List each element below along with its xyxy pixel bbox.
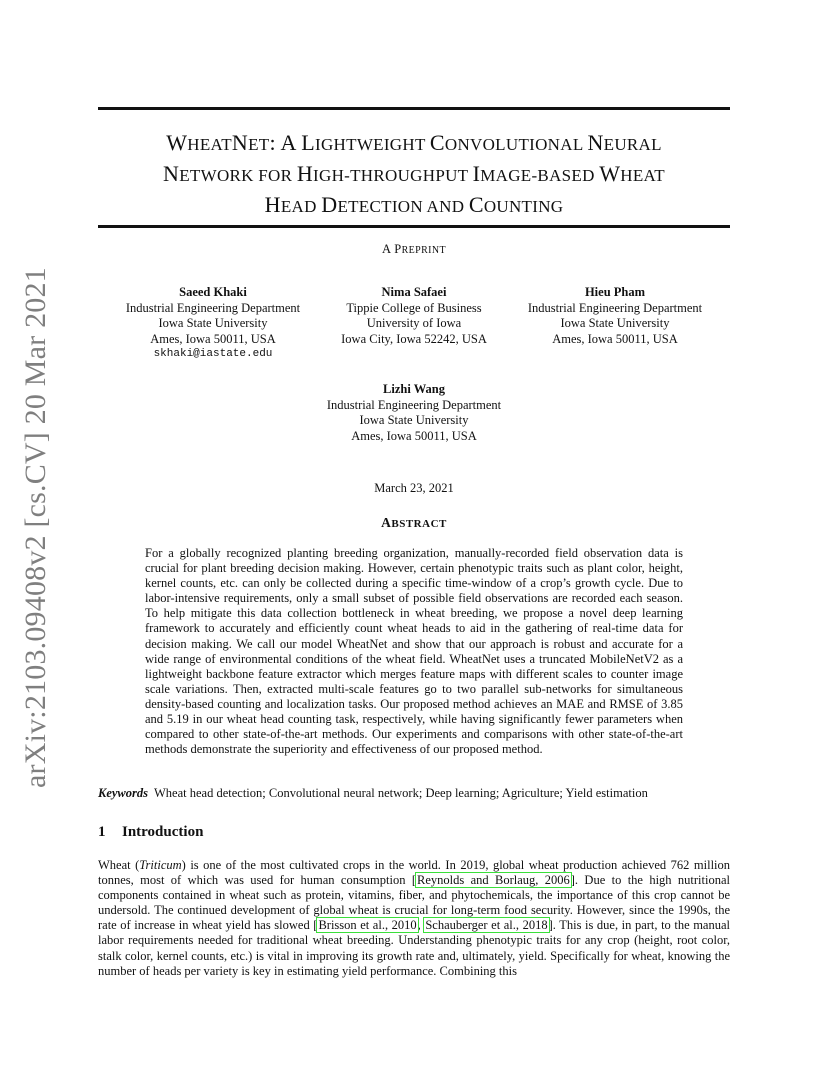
author-email[interactable]: skhaki@iastate.edu	[153, 348, 273, 360]
title-segment: ET	[248, 135, 270, 154]
section-number: 1	[98, 824, 106, 840]
author-address: Ames, Iowa 50011, USA	[351, 428, 477, 443]
title-segment: C	[429, 130, 445, 155]
author-affiliation: Iowa State University	[560, 316, 670, 330]
section-title: Introduction	[122, 824, 204, 840]
author-card	[314, 285, 514, 347]
arxiv-stamp: arXiv:2103.09408v2 [cs.CV] 20 Mar 2021	[19, 267, 52, 788]
title-segment: HEAT	[187, 135, 232, 154]
title-line-3	[98, 190, 730, 221]
title-segment: D	[321, 192, 338, 217]
title-segment: W	[166, 130, 188, 155]
author-affiliation: Industrial Engineering Department	[125, 300, 301, 315]
title-segment: ETWORK FOR	[179, 166, 297, 185]
keywords-label: Keywords	[98, 786, 148, 800]
author-card	[510, 285, 720, 347]
title-line-2	[98, 159, 730, 190]
author-name: Hieu Pham	[584, 285, 646, 299]
intro-italic-term: Triticum	[139, 858, 182, 872]
title-segment: HEAT	[620, 166, 665, 185]
title-segment: ONVOLUTIONAL	[444, 135, 588, 154]
title-segment: MAGE-BASED	[480, 166, 600, 185]
author-affiliation: Industrial Engineering Department	[326, 397, 502, 412]
title-segment: EAD	[280, 197, 322, 216]
author-address: Ames, Iowa 50011, USA	[150, 331, 276, 346]
author-affiliation: Tippie College of Business	[346, 300, 482, 315]
intro-text: ,	[417, 918, 425, 933]
preprint-label-cap: A P	[381, 242, 402, 256]
introduction-paragraph	[98, 858, 730, 979]
title-segment: N	[587, 130, 604, 155]
title-segment: : A	[269, 130, 302, 155]
keywords-line	[98, 786, 730, 801]
preprint-label	[98, 242, 730, 257]
title-bottom-rule	[98, 225, 730, 228]
title-segment: H	[296, 161, 314, 186]
preprint-label-rest: REPRINT	[401, 245, 447, 256]
title-line-1	[98, 128, 730, 159]
author-address: Ames, Iowa 50011, USA	[552, 331, 678, 346]
title-segment: EURAL	[603, 135, 662, 154]
author-name: Lizhi Wang	[383, 382, 445, 396]
paper-date: March 23, 2021	[374, 481, 454, 495]
intro-text: ]. Due to the high nutritional components contained in wheat such as protein, vitamins, fiber, and phytochemicals, the importance of this crop cannot be undersold. The continued development of global wheat is crucial for long-term food security. However, since the 1990s, the rate of increase in wheat yield has slowed [	[98, 873, 730, 933]
intro-text: ) is one of the most cultivated crops in the world. In 2019, global wheat production achieved 762 million tonnes, most of which was used for human consumption [	[98, 858, 731, 888]
title-segment: H	[264, 192, 281, 217]
intro-text: Wheat (	[98, 858, 140, 872]
title-segment: IGHTWEIGHT	[315, 135, 430, 154]
title-segment: N	[231, 130, 249, 155]
citation-link[interactable]: Brisson et al., 2010	[318, 918, 417, 933]
author-affiliation: Iowa State University	[158, 316, 268, 330]
title-segment: ETECTION AND	[337, 197, 469, 216]
abstract-heading-cap: A	[381, 515, 392, 530]
paper-title	[98, 128, 730, 221]
citation-link[interactable]: Schauberger et al., 2018	[425, 918, 548, 933]
author-affiliation: Iowa State University	[359, 413, 469, 427]
author-block	[98, 285, 730, 465]
title-segment: IGH-THROUGHPUT	[313, 166, 473, 185]
intro-text: ]. This is due, in part, to the manual labor requirements needed for traditional wheat breeding. Understanding phenotypic traits for any crop (height, root color, stalk color, kernel counts, etc.) is vital in improving its growth rate and, ultimately, yield. Specifically for wheat, knowing the number of heads per variety is key in estimating yield performance. Combining this	[98, 918, 730, 978]
section-heading-introduction	[98, 824, 730, 841]
author-affiliation: University of Iowa	[366, 316, 462, 330]
title-segment: I	[472, 161, 481, 186]
abstract-heading	[98, 515, 730, 531]
title-segment: W	[599, 161, 621, 186]
author-name: Nima Safaei	[381, 285, 447, 299]
author-card	[98, 285, 328, 363]
title-segment: C	[468, 192, 484, 217]
author-address: Iowa City, Iowa 52242, USA	[341, 331, 487, 346]
abstract-text: For a globally recognized planting breeding organization, manually-recorded field observation data is crucial for plant breeding decision making. However, certain phenotypic traits such as plant color, height, kernel counts, etc. can only be collected during a specific time-window of a crop’s growth cycle. Due to labor-intensive requirements, only a small subset of possible field observations are recorded each season. To help mitigate this data collection bottleneck in wheat breeding, we propose a novel deep learning framework to accurately and efficiently count wheat heads to aid in the gathering of real-time data for decision making. We call our model WheatNet and show that our approach is robust and accurate for a wide range of environmental conditions of the wheat field. WheatNet uses a truncated MobileNetV2 as a lightweight backbone feature extractor which merges feature maps with different scales to counter image scale variations. Then, extracted multi-scale features go to two parallel sub-networks for simultaneous density-based counting and localization tasks. Our proposed method achieves an MAE and RMSE of 3.85 and 5.19 in our wheat head counting task, respectively, while having significantly fewer parameters when compared to other state-of-the-art methods. Our experiments and comparisons with other state-of-the-art methods demonstrate the superiority and effectiveness of our proposed method.	[145, 546, 683, 757]
title-segment: N	[163, 161, 180, 186]
author-affiliation: Industrial Engineering Department	[527, 300, 703, 315]
keywords-text: Wheat head detection; Convolutional neural network; Deep learning; Agriculture; Yield estimation	[154, 786, 648, 800]
citation-link[interactable]: Reynolds and Borlaug, 2006	[417, 873, 570, 888]
author-card	[314, 382, 514, 444]
title-top-rule	[98, 107, 730, 110]
title-segment: L	[301, 130, 316, 155]
title-segment: OUNTING	[483, 197, 564, 216]
abstract-heading-rest: BSTRACT	[391, 518, 447, 530]
author-name: Saeed Khaki	[179, 285, 247, 299]
